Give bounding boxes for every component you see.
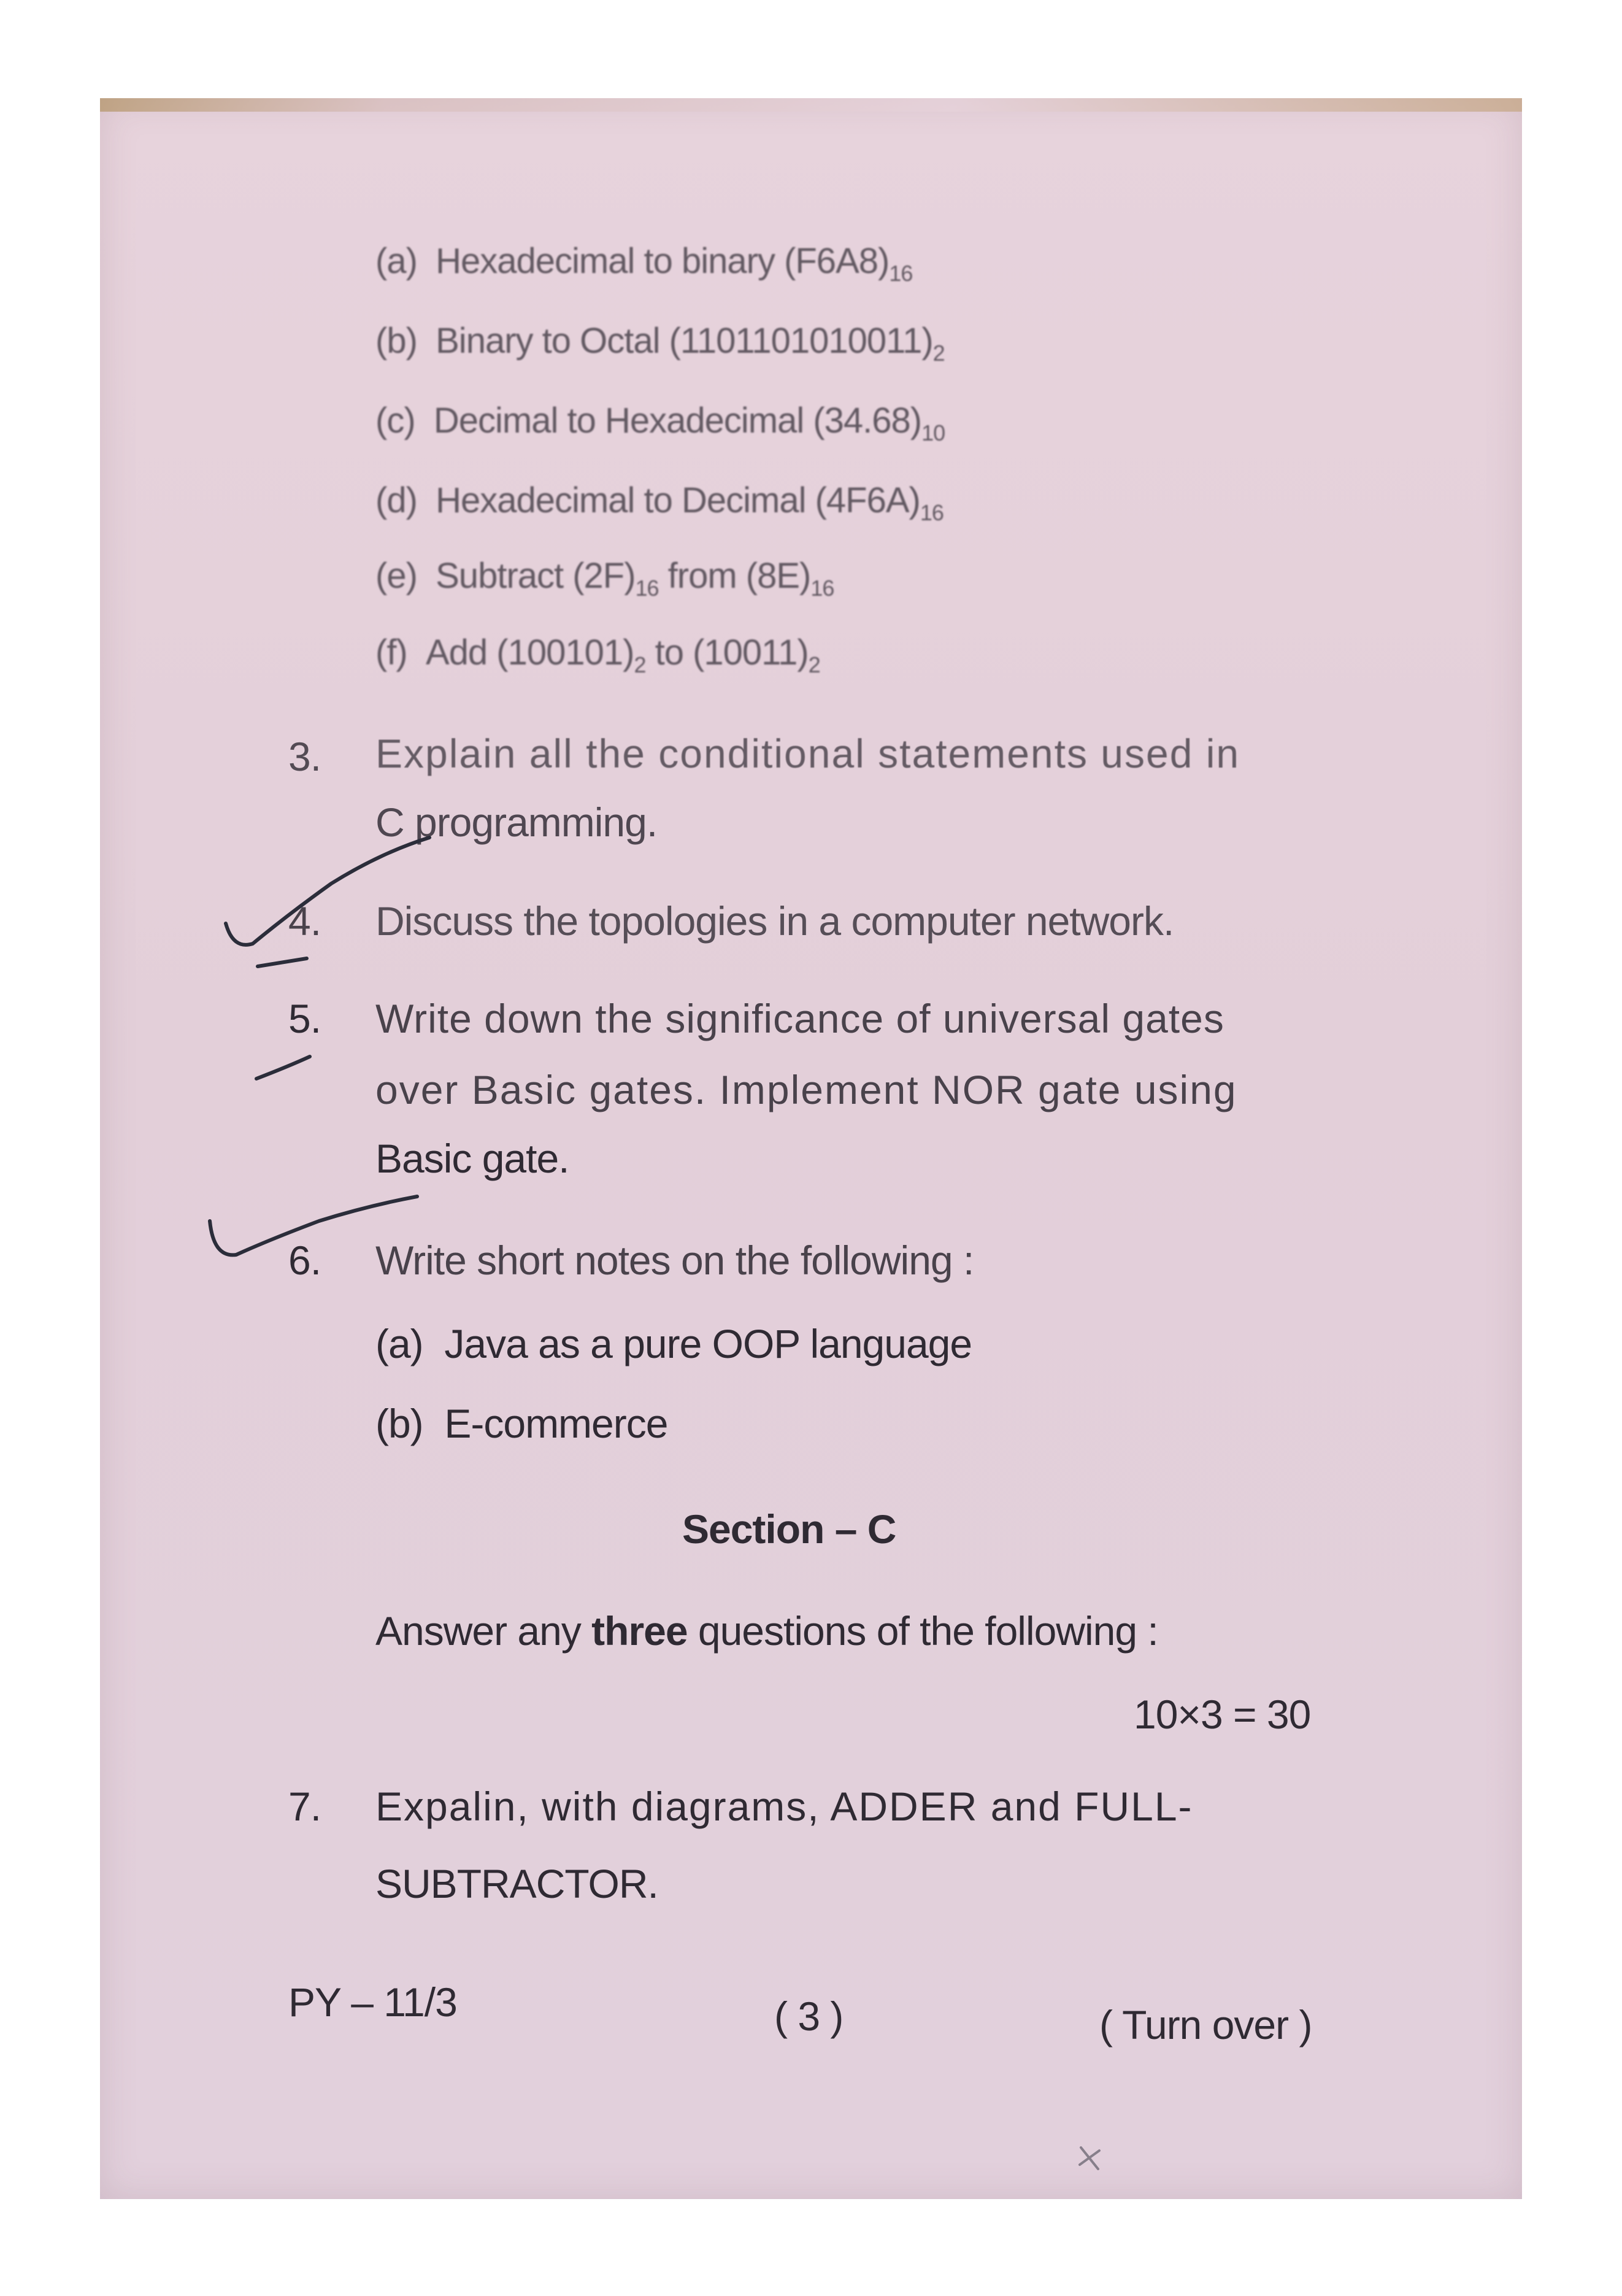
conversion-item-e: (e) Subtract $(2F)_{16}$ from $(8E)_{16}$ [375,556,834,601]
conversion-item-a: (a) Hexadecimal to binary $(F6A8)_{16}$ [375,241,913,286]
conversion-item-d: (d) Hexadecimal to Decimal $(4F6A)_{16}$ [375,480,944,525]
question-7-line-2: SUBTRACTOR. [375,1861,658,1906]
footer-paper-code: PY – 11/3 [288,1979,457,2025]
question-5-line-2: over Basic gates. Implement NOR gate using [375,1067,1237,1112]
question-3-line-2: C programming. [375,799,658,845]
question-3-line-1: Explain all the conditional statements used in [375,731,1240,776]
question-7-number: 7. [288,1784,321,1829]
question-6-number: 6. [288,1238,321,1283]
question-6-sub-a: (a) Java as a pure OOP language [375,1321,972,1366]
pen-tick-q6 [210,1196,417,1255]
question-5-number: 5. [288,996,321,1041]
question-3-number: 3. [288,734,321,779]
question-6-sub-b: (b) E-commerce [375,1401,668,1446]
section-c-marks: 10×3 = 30 [1134,1692,1311,1737]
footer-page-number: ( 3 ) [774,1994,844,2039]
question-6-line-1: Write short notes on the following : [375,1238,974,1283]
pen-dash-q4 [258,958,307,966]
conversion-item-c: (c) Decimal to Hexadecimal $(34.68)_{10}$ [375,401,945,445]
conversion-item-b: (b) Binary to Octal $(1101101010011)_2$ [375,321,945,366]
conversion-item-f: (f) Add $(100101)_2$ to $(10011)_2$ [375,633,820,677]
pen-dash-q5 [256,1057,310,1079]
pen-smudge [1080,2148,1099,2169]
section-c-heading: Section – C [682,1506,896,1552]
footer-turn-over: ( Turn over ) [1099,2002,1312,2048]
section-c-instruction: Answer any three questions of the following : [375,1608,1158,1654]
question-7-line-1: Expalin, with diagrams, ADDER and FULL- [375,1784,1193,1829]
pen-tick-q4 [226,838,429,945]
question-4-number: 4. [288,898,321,944]
question-5-line-3: Basic gate. [375,1136,569,1181]
question-4-line-1: Discuss the topologies in a computer network. [375,898,1174,944]
question-5-line-1: Write down the significance of universal gates [375,996,1224,1041]
